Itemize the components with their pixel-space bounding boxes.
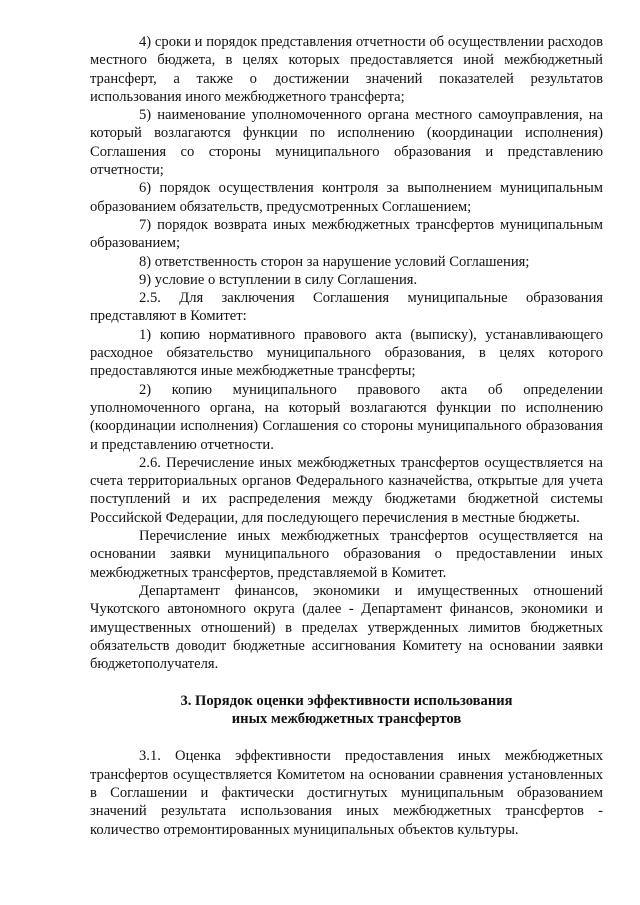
paragraph-transfer-request: Перечисление иных межбюджетных трансфертов осуществляется на основании заявки муниципального образования о предоставлении иных межбюджетных трансфертов, представляемой в Комитет. (90, 528, 603, 581)
paragraph-item-6: 6) порядок осуществления контроля за выполнением муниципальным образованием обязательств, предусмотренных Соглашением; (90, 180, 603, 215)
section-heading-line-2: иных межбюджетных трансфертов (231, 711, 462, 728)
paragraph-3-1: 3.1. Оценка эффективности предоставления иных межбюджетных трансфертов осуществляется Комитетом на основании сравнения установленных в Соглашении и фактически достигнутых муниципальным образованием значений результата использования иных межбюджетных трансфертов - количество отремонтированных муниципальных объектов культуры. (90, 748, 603, 838)
paragraph-finance-department: Департамент финансов, экономики и имущественных отношений Чукотского автономного округа (далее - Департамент финансов, экономики и имущественных отношений) в пределах утвержденных лимитов бюджетных обязательств доводит бюджетные ассигнования Комитету на основании заявки бюджетополучателя. (90, 582, 603, 673)
section-heading-line-1: 3. Порядок оценки эффективности использования (180, 693, 513, 710)
spacer (90, 728, 603, 747)
paragraph-item-8: 8) ответственность сторон за нарушение условий Соглашения; (139, 253, 530, 270)
paragraph-item-5: 5) наименование уполномоченного органа местного самоуправления, на который возлагаются функции по исполнению (координации исполнения) Соглашения со стороны муниципального образования и представлению отчетности; (90, 107, 603, 179)
paragraph-2-5-item-1: 1) копию нормативного правового акта (выписку), устанавливающего расходное обязательство муниципального образования, в целях которого предоставляются иные межбюджетные трансферты; (90, 326, 603, 380)
paragraph-item-7: 7) порядок возврата иных межбюджетных трансфертов муниципальным образованием; (90, 216, 603, 252)
paragraph-2-6: 2.6. Перечисление иных межбюджетных трансфертов осуществляется на счета территориальных органов Федерального казначейства, открытые для учета поступлений и их распределения между бюджетами бюджетной системы Российской Федерации, для последующего перечисления в местные бюджеты. (90, 454, 603, 526)
paragraph-2-5: 2.5. Для заключения Соглашения муниципальные образования представляют в Комитет: (90, 290, 603, 325)
paragraph-item-4: 4) сроки и порядок представления отчетности об осуществлении расходов местного бюджета, в целях которых предоставляется иной межбюджетный трансферт, а также о достижении значений показателей результатов использования иного межбюджетного трансферта; (90, 34, 603, 105)
spacer (90, 673, 603, 692)
section-heading (90, 692, 603, 728)
paragraph-item-9: 9) условие о вступлении в силу Соглашения. (139, 271, 418, 288)
document-page (90, 33, 603, 839)
paragraph-2-5-item-2: 2) копию муниципального правового акта об определении уполномоченного органа, на который возлагаются функции по исполнению (координации исполнения) Соглашения со стороны муниципального образования и представлению отчетности. (90, 381, 603, 453)
